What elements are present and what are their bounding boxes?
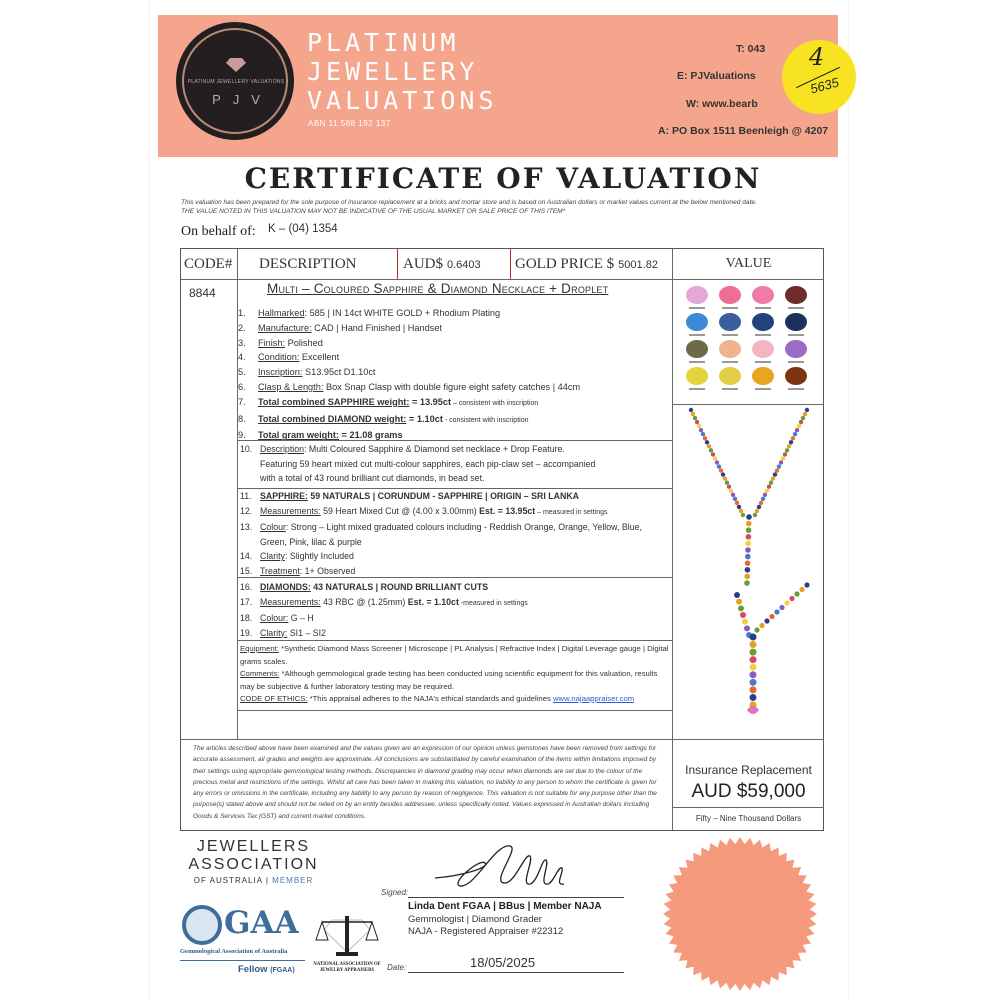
scales-icon	[312, 912, 382, 960]
disclaimer: The articles described above have been examined and the values given are an expression of our opinion unless gemstones have been removed from settings for accurate assessment, all grades and weights are approximate. All conclusions are substantiated by careful examination of the items within limitations imposed by their settings using appropriate gemmological testing methods. Discrepancies in diamond grading may occur when diamonds are set due to the colour of the precious metal and restrictions of the settings. Whilst all care has been taken in making this valuation, no liability to any person to whom the certificate is given for any errors or omissions in the certificate, including any liability to any person by reason of negligence. This valuation is not suitable for any purpose other than the purpose(s) stated above and should not be relied on by an entity besides addressee, unless specifically noted. Values expressed in Australian dollars including Goods & Services Tax (GST) and current market conditions.	[193, 745, 657, 820]
item-number: 11.	[240, 491, 252, 501]
gemstone-swatch	[719, 367, 741, 385]
gemstone	[797, 424, 801, 428]
item-estimate: Est. = 1.10ct	[407, 596, 459, 607]
item-label: Clarity	[260, 551, 285, 561]
gemstone	[771, 476, 775, 480]
item-number: 9.	[238, 430, 246, 441]
list-item	[238, 321, 670, 336]
gemstone	[804, 582, 809, 587]
page-title: CERTIFICATE OF VALUATION	[244, 162, 762, 195]
abn: ABN 11 588 192 137	[308, 119, 391, 128]
gemstone-swatch	[785, 367, 807, 385]
item-number: 5.	[238, 367, 246, 378]
gemstone	[742, 619, 748, 625]
gemstone	[783, 452, 787, 456]
company-seal	[662, 836, 818, 992]
jaa-line: ASSOCIATION	[188, 856, 319, 873]
list-item	[240, 595, 672, 612]
gemstone-caption	[755, 388, 771, 390]
gemstone	[745, 547, 751, 553]
gemstone-swatch	[719, 286, 741, 304]
logo-text: PLATINUM JEWELLERY VALUATIONS	[187, 79, 285, 85]
comments-label: Comments:	[240, 669, 280, 678]
item-number: 10.	[240, 444, 253, 454]
gemstone	[750, 694, 757, 701]
list-item	[238, 380, 670, 395]
gemstone	[745, 554, 751, 560]
item-text: 59 NATURALS | CORUNDUM - SAPPHIRE | ORIGIN – SRI LANKA	[307, 491, 580, 501]
signed-date: 18/05/2025	[470, 955, 536, 970]
item-note: – consistent with inscription	[451, 399, 539, 407]
gemstone-swatch	[752, 313, 774, 331]
item-number: 12.	[240, 505, 253, 516]
gemstone	[791, 436, 795, 440]
gemstone-caption	[755, 334, 771, 336]
gemstone	[739, 509, 743, 513]
gaa-text: GAA	[224, 905, 299, 941]
gemstone	[745, 567, 751, 573]
list-item	[240, 442, 672, 486]
insurance-label: Insurance Replacement	[685, 763, 812, 777]
gemstone	[794, 591, 799, 596]
item-label: Treatment	[260, 565, 300, 576]
item-text: 43 NATURALS | ROUND BRILLIANT CUTS	[310, 582, 489, 592]
gemstone	[803, 412, 807, 416]
item-text: Excellent	[299, 352, 340, 363]
item-label: Description	[260, 444, 305, 454]
gemstone	[767, 485, 771, 489]
list-item	[238, 365, 670, 380]
gemstone	[689, 408, 693, 412]
list-item	[240, 564, 672, 579]
brand-line: PLATINUM	[307, 28, 460, 57]
gemstone	[750, 656, 757, 663]
item-label: SAPPHIRE:	[260, 491, 308, 501]
naja-link[interactable]: www.najaappraiser.com	[552, 694, 635, 703]
list-item	[240, 520, 672, 549]
gemstone	[721, 472, 725, 476]
item-text: Box Snap Clasp with double figure eight safety catches | 44cm	[323, 381, 581, 392]
gemstone	[740, 612, 746, 618]
gemstone	[750, 634, 757, 641]
item-text: CAD | Hand Finished | Handset	[311, 322, 443, 333]
gemstone	[779, 605, 784, 610]
gemstone	[775, 468, 779, 472]
item-number: 18.	[240, 613, 253, 623]
signer-registration: NAJA - Registered Appraiser #22312	[408, 926, 564, 937]
item-number: 13.	[240, 522, 253, 532]
gemstone	[781, 456, 785, 460]
item-note: - consistent with inscription	[442, 416, 529, 424]
header-code: CODE#	[184, 256, 233, 272]
gemstone-caption	[788, 361, 804, 363]
item-number: 8.	[238, 413, 246, 424]
gemstone	[735, 501, 739, 505]
gemstone-caption	[689, 388, 705, 390]
gemstone-caption	[722, 388, 738, 390]
gemstone-caption	[722, 307, 738, 309]
item-number: 17.	[240, 596, 253, 607]
intro-text: This valuation has been prepared for the sole purpose of insurance replacement at a bricks and mortar store and is based on Australian dollars or market values current at the below mentioned date.	[181, 199, 757, 206]
gemstone	[750, 671, 757, 678]
gemstone	[746, 514, 752, 520]
jaa-line: JEWELLERS	[196, 838, 311, 855]
gemstone	[727, 485, 731, 489]
item-label: Total combined SAPPHIRE weight:	[258, 396, 410, 407]
comments-text: *Although gemmological grade testing has been conducted using scientific equipment for this valuation, results may be subjective & further laboratory testing may be required.	[240, 669, 658, 691]
gemstone	[799, 587, 804, 592]
gemstone	[746, 534, 752, 540]
item-label: Total gram weight:	[258, 430, 339, 441]
gemstone	[734, 592, 740, 598]
item-number: 19.	[240, 627, 253, 638]
gemstone	[753, 513, 757, 517]
gemstone	[745, 560, 751, 566]
gold-price: 5001.82	[618, 259, 658, 271]
insurance-words: Fifty – Nine Thousand Dollars	[695, 814, 802, 823]
gemstone	[715, 460, 719, 464]
behalf-value: K – (04) 1354	[268, 223, 338, 235]
gemstone	[764, 618, 769, 623]
gemstone	[744, 574, 750, 580]
item-text-cont: Featuring 59 heart mixed cut multi-colour sapphires, each pip-claw set – accompanied	[260, 458, 596, 469]
item-text: = 1.10ct	[406, 413, 443, 424]
item-title: Multi – Coloured Sapphire & Diamond Necklace + Droplet	[267, 281, 609, 296]
address: A: PO Box 1511 Beenleigh @ 4207	[658, 125, 829, 137]
item-text: SI1 – SI2	[287, 627, 327, 638]
gemstone	[750, 686, 757, 693]
item-number: 15.	[240, 565, 253, 576]
item-note: -measured in settings	[458, 599, 528, 607]
gemstone	[746, 527, 752, 533]
item-text: 59 Heart Mixed Cut @ (4.00 x 3.00mm)	[320, 505, 480, 516]
gemstone	[737, 505, 741, 509]
gemstone	[725, 480, 729, 484]
email: E: PJValuations	[677, 70, 756, 82]
ethics-label: CODE OF ETHICS:	[240, 694, 308, 703]
gemstone	[719, 468, 723, 472]
gemstone	[736, 599, 742, 605]
item-text: : 1+ Observed	[299, 565, 356, 576]
naja-logo	[312, 912, 382, 973]
item-number: 4.	[238, 352, 246, 363]
gemstone	[723, 476, 727, 480]
sticker-number: 4	[809, 43, 825, 71]
gemstone	[746, 521, 752, 527]
list-item	[238, 336, 670, 351]
gemstone	[699, 428, 703, 432]
notes	[240, 643, 670, 706]
gemstone-swatch	[686, 367, 708, 385]
gemstone	[795, 428, 799, 432]
gemstone-swatch	[785, 286, 807, 304]
item-text: : 585 | IN 14ct WHITE GOLD + Rhodium Plating	[304, 308, 501, 318]
gemstone	[713, 456, 717, 460]
behalf-label: On behalf of:	[181, 224, 256, 239]
item-label: Finish:	[258, 337, 286, 348]
gemstone	[785, 448, 789, 452]
item-text-cont: Green, Pink, lilac & purple	[260, 536, 362, 547]
jewellers-association-logo	[180, 838, 327, 886]
gemstone	[777, 464, 781, 468]
item-label: Manufacture:	[258, 322, 312, 333]
gemstone-swatch	[752, 340, 774, 358]
gemstone	[765, 489, 769, 493]
gemstone	[744, 625, 750, 631]
header-gold: GOLD PRICE $	[515, 256, 615, 272]
item-note: – measured in settings	[535, 508, 608, 516]
gemstone	[763, 493, 767, 497]
gaa-seal-icon	[182, 905, 222, 945]
gemstone	[745, 541, 751, 547]
list-item	[238, 350, 670, 365]
gemstone	[709, 448, 713, 452]
item-number: 14.	[240, 551, 253, 561]
gemstone	[729, 489, 733, 493]
gemstone-swatch	[785, 313, 807, 331]
gemstone	[707, 444, 711, 448]
item-label: Inscription:	[258, 367, 303, 378]
item-number: 1.	[238, 308, 246, 318]
item-text: S13.95ct D1.10ct	[302, 367, 376, 378]
gemstone	[705, 440, 709, 444]
gemstone	[793, 432, 797, 436]
gemstone	[750, 641, 757, 648]
gemstone	[787, 444, 791, 448]
item-text: : Strong – Light mixed graduated colours including - Reddish Orange, Orange, Yellow, Blue,	[285, 522, 642, 532]
date-label: Date:	[387, 963, 407, 972]
gaa-fellow-abbr: (FGAA)	[270, 967, 295, 974]
gaa-name: Gemmological Association of Australia	[180, 948, 288, 955]
gemstone	[801, 416, 805, 420]
gemstone	[697, 424, 701, 428]
gemstone	[711, 452, 715, 456]
list-item	[238, 306, 670, 321]
equipment-label: Equipment:	[240, 644, 279, 653]
phone: T: 043	[736, 43, 766, 55]
logo-initials: PJV	[212, 92, 272, 107]
equipment-text: *Synthetic Diamond Mass Screener | Microscope | PL Analysis | Refractive Index | Digital Leverage gauge | Digital grams scales.	[240, 644, 669, 666]
item-text: : Multi Coloured Sapphire & Diamond set necklace + Drop Feature.	[304, 444, 565, 454]
item-text: = 21.08 grams	[339, 430, 403, 441]
item-label: Measurements:	[260, 596, 321, 607]
aud-rate: 0.6403	[447, 259, 481, 271]
list-item	[240, 626, 672, 641]
gemstone-caption	[788, 334, 804, 336]
sapphire-colour-chart	[679, 283, 819, 398]
gemstone	[744, 580, 750, 586]
gemstone	[759, 623, 764, 628]
gemstone-caption	[689, 361, 705, 363]
gemstone	[733, 497, 737, 501]
ethics-text: *This appraisal adheres to the NAJA's ethical standards and guidelines	[307, 694, 553, 703]
gemstone	[701, 432, 705, 436]
item-text: G – H	[288, 613, 314, 623]
item-label: Colour:	[260, 613, 289, 623]
gemstone-swatch	[719, 313, 741, 331]
gemstone	[750, 664, 757, 671]
item-label: Clasp & Length:	[258, 381, 324, 392]
item-label: DIAMONDS:	[260, 582, 311, 592]
gemstone-caption	[722, 334, 738, 336]
brand-line: JEWELLERY	[307, 57, 479, 86]
gemstone	[789, 596, 794, 601]
insurance-value	[673, 763, 824, 823]
list-item	[238, 412, 670, 429]
item-text: : Slightly Included	[284, 551, 354, 561]
list-item	[240, 611, 672, 626]
item-number: 7.	[238, 396, 246, 407]
signer-role: Gemmologist | Diamond Grader	[408, 914, 542, 925]
signed-label: Signed:	[381, 888, 409, 897]
gemstone	[731, 493, 735, 497]
gemstone-caption	[788, 307, 804, 309]
jaa-line: OF AUSTRALIA |	[193, 876, 273, 885]
item-label: Total combined DIAMOND weight:	[258, 413, 407, 424]
gemstone	[750, 649, 757, 656]
intro-text: THE VALUE NOTED IN THIS VALUATION MAY NOT BE INDICATIVE OF THE USUAL MARKET OR SALE PRICE OF THIS ITEM*	[181, 208, 566, 215]
list-item	[240, 489, 672, 504]
item-number: 3.	[238, 337, 246, 348]
gemstone	[789, 440, 793, 444]
header-value: VALUE	[725, 256, 772, 271]
gemstone-caption	[689, 334, 705, 336]
signature	[430, 838, 570, 896]
necklace-photo	[677, 405, 821, 737]
item-code: 8844	[189, 286, 216, 300]
gemstone	[769, 614, 774, 619]
gemstone	[754, 627, 759, 632]
item-text: 43 RBC @ (1.25mm)	[320, 596, 408, 607]
item-number: 2.	[238, 322, 246, 333]
website: W: www.bearb	[686, 98, 758, 110]
gemstone-swatch	[686, 313, 708, 331]
gemstone	[784, 600, 789, 605]
insurance-amount: AUD $59,000	[673, 781, 824, 808]
list-item	[238, 428, 670, 443]
valuation-table	[180, 248, 824, 831]
item-label: Colour	[260, 522, 286, 532]
gemstone-swatch	[686, 286, 708, 304]
item-label: Hallmarked	[258, 308, 305, 318]
gemstone	[805, 408, 809, 412]
item-label: Measurements:	[260, 505, 321, 516]
gemstone	[691, 412, 695, 416]
gemstone-swatch	[752, 367, 774, 385]
gemstone-caption	[722, 361, 738, 363]
gemstone-caption	[689, 307, 705, 309]
gemstone	[759, 501, 763, 505]
item-text: = 13.95ct	[409, 396, 452, 407]
header-description: DESCRIPTION	[259, 256, 357, 272]
gemstone-swatch	[752, 286, 774, 304]
reference-sticker	[782, 40, 856, 114]
list-item	[240, 504, 672, 521]
gemstone	[717, 464, 721, 468]
gemstone-caption	[755, 307, 771, 309]
gemstone-swatch	[686, 340, 708, 358]
heart-sapphire	[747, 706, 759, 714]
gemstone	[750, 679, 757, 686]
item-estimate: Est. = 13.95ct	[479, 505, 536, 516]
brand-line: VALUATIONS	[307, 86, 498, 115]
header-aud: AUD$	[403, 256, 443, 272]
list-item	[240, 549, 672, 564]
item-number: 16.	[240, 582, 253, 592]
item-number: 6.	[238, 381, 246, 392]
jaa-member: MEMBER	[272, 876, 314, 885]
gemstone-caption	[788, 388, 804, 390]
gemstone-swatch	[719, 340, 741, 358]
item-label: Condition:	[258, 352, 300, 363]
seal-sticker	[663, 837, 817, 991]
gemstone	[741, 513, 745, 517]
sticker-number: 5635	[808, 74, 841, 97]
list-item	[238, 395, 670, 412]
gemstone	[761, 497, 765, 501]
gemstone	[757, 505, 761, 509]
pjv-logo	[176, 22, 294, 140]
gemstone	[773, 472, 777, 476]
item-text-cont: with a total of 43 round brilliant cut diamonds, in bead set.	[260, 473, 485, 483]
gemstone	[779, 460, 783, 464]
gaa-fellow: Fellow	[238, 964, 268, 975]
item-label: Clarity:	[260, 627, 288, 638]
signer-name: Linda Dent FGAA | BBus | Member NAJA	[408, 901, 602, 912]
gemstone-swatch	[785, 340, 807, 358]
gemstone	[774, 609, 779, 614]
item-text: Polished	[285, 337, 323, 348]
gemstone	[695, 420, 699, 424]
naja-name: NATIONAL ASSOCIATION OF JEWELRY APPRAISERS	[313, 962, 381, 973]
gemstone-caption	[755, 361, 771, 363]
gemstone	[799, 420, 803, 424]
gemstone	[738, 605, 744, 611]
gemstone	[769, 480, 773, 484]
list-item	[240, 580, 672, 595]
gemstone	[755, 509, 759, 513]
gemstone	[703, 436, 707, 440]
gemstone	[693, 416, 697, 420]
